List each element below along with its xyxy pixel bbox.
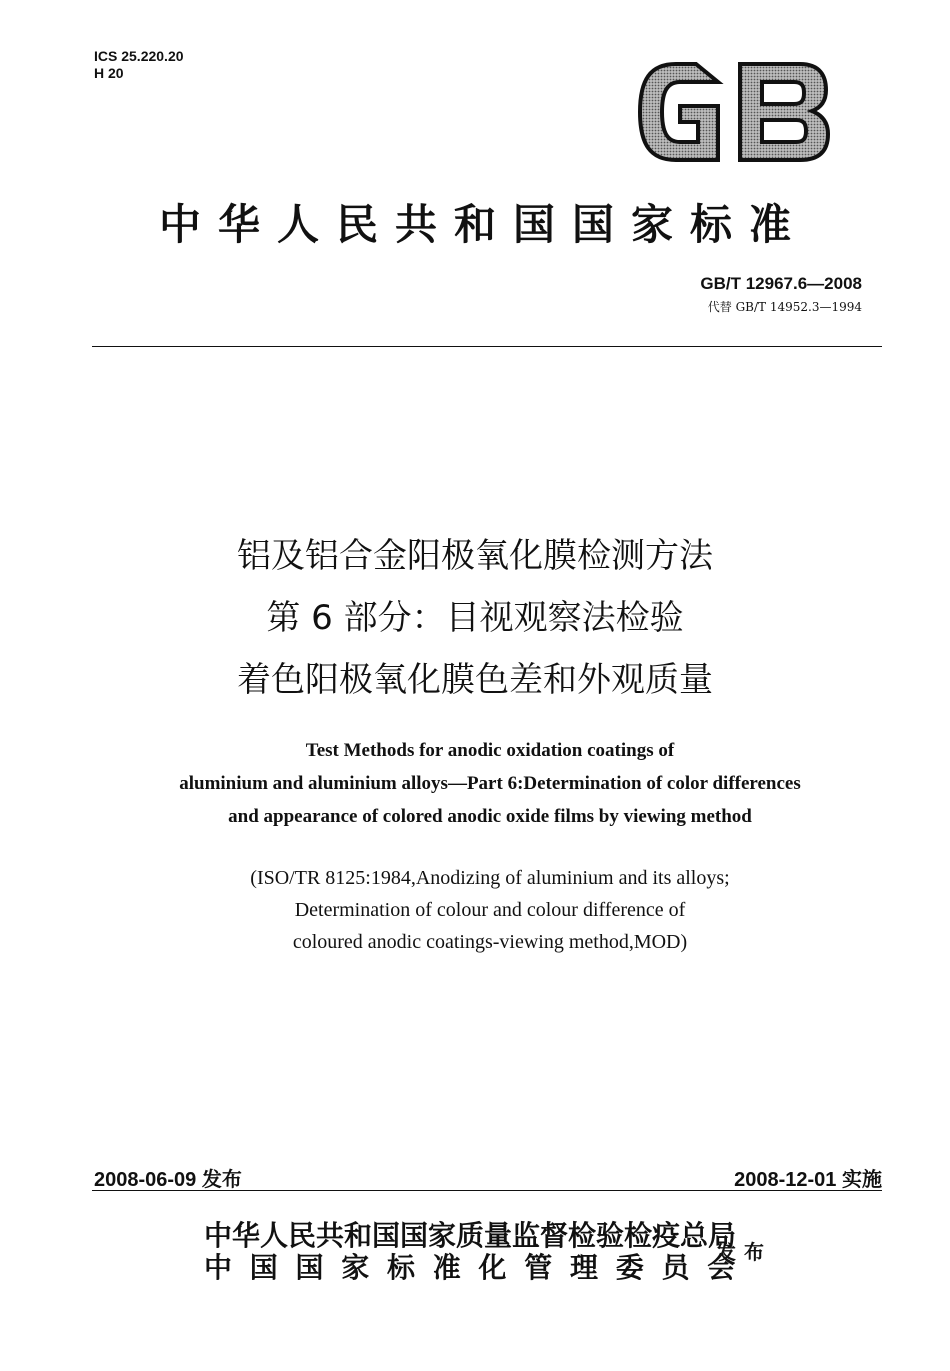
ics-code: ICS 25.220.20 bbox=[94, 48, 184, 64]
publish-label: 发布 bbox=[716, 1240, 772, 1264]
issue-date: 2008-06-09 发布 bbox=[94, 1169, 242, 1191]
title-cn-line-2: 第 6 部分：目视观察法检验 bbox=[266, 598, 684, 638]
title-en-line-2: aluminium and aluminium alloys—Part 6:Determination of color differences bbox=[179, 773, 801, 794]
header-divider bbox=[92, 346, 882, 347]
issuer-sac: 中 国 国 家 标 准 化 管 理 委 员 会 bbox=[204, 1251, 740, 1284]
ccs-code: H 20 bbox=[94, 65, 124, 81]
title-cn-line-1: 铝及铝合金阳极氧化膜检测方法 bbox=[237, 536, 713, 576]
gb-logo bbox=[636, 60, 832, 164]
national-standard-title: 中华人民共和国国家标准 bbox=[158, 200, 808, 249]
iso-reference-line-1: (ISO/TR 8125:1984,Anodizing of aluminium and its alloys; bbox=[250, 867, 730, 889]
footer-divider bbox=[92, 1190, 882, 1191]
replaced-standard: 代替 GB/T 14952.3—1994 bbox=[707, 300, 862, 314]
iso-reference-line-3: coloured anodic coatings-viewing method,MOD) bbox=[292, 931, 688, 953]
title-cn-line-3: 着色阳极氧化膜色差和外观质量 bbox=[237, 660, 713, 700]
title-en-line-3: and appearance of colored anodic oxide films by viewing method bbox=[228, 806, 752, 827]
standard-number: GB/T 12967.6—2008 bbox=[700, 274, 862, 293]
implementation-date: 2008-12-01 实施 bbox=[734, 1169, 882, 1191]
gb-logo-graphic bbox=[636, 60, 832, 164]
title-en-line-1: Test Methods for anodic oxidation coatings of bbox=[305, 740, 675, 761]
iso-reference-line-2: Determination of colour and colour difference of bbox=[294, 899, 686, 921]
issuer-aqsiq: 中华人民共和国国家质量监督检验检疫总局 bbox=[204, 1219, 737, 1252]
ics-code-block bbox=[94, 48, 184, 82]
